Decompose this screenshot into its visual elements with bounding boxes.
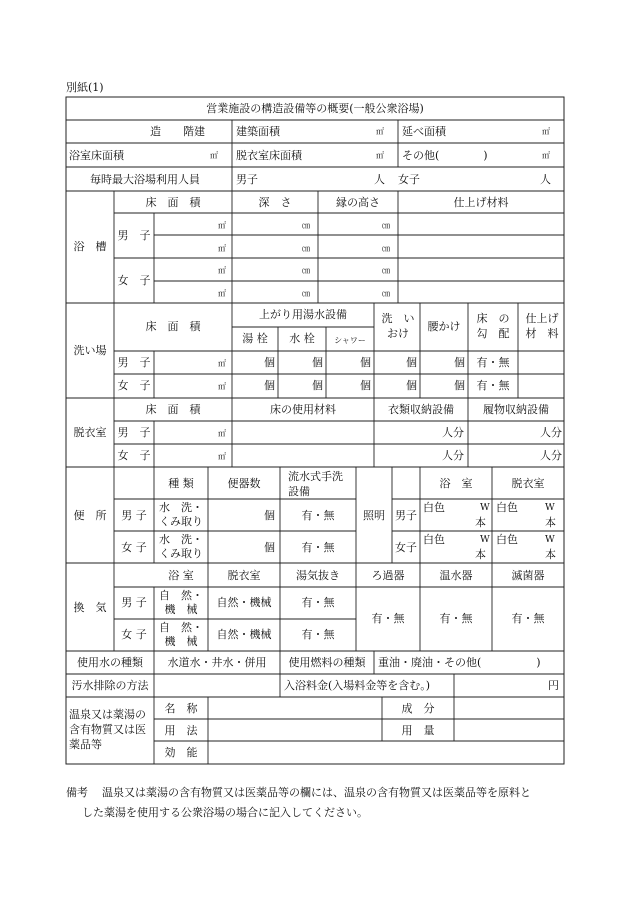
unit-piece: 個	[360, 379, 371, 392]
wash-finish-header: 仕上げ 材 料	[525, 312, 559, 340]
toilet-count-header: 便器数	[227, 477, 261, 490]
unit-cm: ㎝	[302, 289, 310, 298]
vent-male-label: 男 子	[121, 596, 147, 609]
unit-person: 人分	[442, 426, 464, 439]
dressing-male-label: 男 子	[117, 426, 151, 439]
clothes-storage-header: 衣類収納設備	[388, 403, 454, 416]
unit-person: 人	[374, 173, 385, 186]
wash-slope-yes-no: 有・無	[476, 379, 510, 392]
female-label: 女子	[398, 173, 420, 186]
toilet-bath-header: 浴 室	[439, 477, 473, 490]
unit-cm: ㎝	[302, 244, 310, 253]
unit-person: 人	[540, 173, 551, 186]
unit-m2: ㎡	[218, 266, 226, 275]
unit-cm: ㎝	[382, 266, 390, 275]
wash-floor-area-header: 床 面 積	[145, 320, 201, 333]
unit-tube: 本	[545, 548, 556, 561]
vent-dressing-nat-mech: 自然・機械	[216, 596, 272, 609]
unit-piece: 個	[264, 356, 275, 369]
unit-m2: ㎡	[542, 151, 550, 160]
sterilizer-header: 滅菌器	[511, 569, 545, 582]
attachment-label: 別紙(1)	[66, 81, 104, 94]
heater-yes-no: 有・無	[439, 612, 473, 625]
unit-person: 人分	[540, 449, 562, 462]
unit-m2: ㎡	[218, 452, 226, 461]
wash-stool-header: 腰かけ	[427, 320, 461, 333]
unit-cm: ㎝	[382, 289, 390, 298]
spring-usage-label: 用 法	[164, 724, 198, 737]
unit-m2: ㎡	[376, 127, 384, 136]
other-label: その他( )	[402, 149, 488, 162]
unit-piece: 個	[264, 509, 275, 522]
unit-w: W	[545, 502, 555, 513]
unit-m2: ㎡	[218, 359, 226, 368]
unit-piece: 個	[406, 379, 417, 392]
unit-tube: 本	[475, 548, 486, 561]
note-line-1: 温泉又は薬湯の含有物質又は医薬品等の欄には、温泉の含有物質又は医薬品等を原料と	[102, 786, 531, 799]
vent-label: 換 気	[73, 601, 107, 614]
unit-cm: ㎝	[302, 266, 310, 275]
vent-bath-nat-mech: 自 然・ 機 械	[159, 589, 203, 616]
tub-male-label: 男 子	[117, 229, 151, 242]
toilet-label: 便 所	[73, 509, 107, 522]
spring-name-label: 名 称	[164, 702, 198, 715]
note-line-2: した薬湯を使用する公衆浴場の場合に記入してください。	[82, 806, 368, 819]
spring-effect-label: 効 能	[164, 746, 198, 759]
dressing-floor-area-label: 脱衣室床面積	[236, 149, 302, 162]
filter-header: ろ過器	[371, 569, 405, 582]
bath-light-white: 白色	[423, 533, 445, 546]
vent-steam-yes-no: 有・無	[301, 628, 335, 641]
dressing-light-white: 白色	[496, 533, 518, 546]
vent-bath-header: 浴 室	[168, 569, 194, 582]
unit-tube: 本	[475, 516, 486, 529]
unit-m2: ㎡	[218, 289, 226, 298]
vent-female-label: 女 子	[121, 628, 147, 641]
building-area-label: 建築面積	[236, 125, 280, 138]
bath-floor-area-label: 浴室床面積	[69, 149, 124, 162]
toilet-handwash-yes-no: 有・無	[301, 509, 335, 522]
dressing-female-label: 女 子	[117, 449, 151, 462]
structure-label: 造 階建	[150, 125, 205, 138]
vent-dressing-nat-mech: 自然・機械	[216, 628, 272, 641]
unit-m2: ㎡	[376, 151, 384, 160]
unit-piece: 個	[406, 356, 417, 369]
wash-label: 洗い場	[73, 344, 107, 357]
toilet-flush-type: 水 洗・ くみ取り	[159, 533, 203, 560]
wash-shower-header: シャワー	[334, 336, 366, 345]
unit-piece: 個	[264, 379, 275, 392]
toilet-flush-type: 水 洗・ くみ取り	[159, 501, 203, 528]
spring-dose-label: 用 量	[401, 724, 435, 737]
water-type-label: 使用水の種類	[77, 656, 143, 669]
wash-female-label: 女 子	[117, 379, 151, 392]
unit-piece: 個	[454, 356, 465, 369]
heater-header: 温水器	[439, 569, 473, 582]
total-floor-area-label: 延べ面積	[402, 125, 446, 138]
unit-cm: ㎝	[382, 221, 390, 230]
wash-water-tap-header: 水 栓	[289, 332, 315, 345]
unit-m2: ㎡	[218, 221, 226, 230]
unit-cm: ㎝	[302, 221, 310, 230]
unit-person: 人分	[442, 449, 464, 462]
vent-bath-nat-mech: 自 然・ 機 械	[159, 621, 203, 648]
unit-w: W	[480, 534, 490, 545]
unit-m2: ㎡	[210, 151, 218, 160]
unit-piece: 個	[454, 379, 465, 392]
toilet-dressing-header: 脱衣室	[511, 477, 545, 490]
toilet-handwash-header: 流水式手洗 設備	[288, 470, 343, 498]
bath-light-white: 白色	[423, 501, 445, 514]
tub-female-label: 女 子	[117, 274, 151, 287]
unit-m2: ㎡	[542, 127, 550, 136]
water-type-value: 水道水・井水・併用	[167, 656, 267, 669]
dressing-floor-area-header: 床 面 積	[145, 403, 201, 416]
wash-basin-header: 洗 い おけ	[381, 312, 415, 340]
unit-m2: ㎡	[218, 429, 226, 438]
dressing-light-white: 白色	[496, 501, 518, 514]
fee-label: 入浴料金(入場料金等を含む。)	[284, 679, 431, 692]
unit-m2: ㎡	[218, 244, 226, 253]
wash-slope-header: 床 の 勾 配	[476, 312, 510, 340]
male-label: 男子	[236, 173, 258, 186]
spring-component-label: 成 分	[401, 702, 435, 715]
wash-rinse-header: 上がり用湯水設備	[259, 308, 347, 321]
fuel-type-label: 使用燃料の種類	[288, 656, 366, 669]
wash-slope-yes-no: 有・無	[476, 356, 510, 369]
toilet-lighting-label: 照明	[363, 509, 385, 522]
vent-steam-header: 湯気抜き	[296, 569, 340, 582]
wash-hot-tap-header: 湯 栓	[242, 332, 268, 345]
vent-dressing-header: 脱衣室	[227, 569, 261, 582]
lighting-male-label: 男子	[395, 509, 417, 522]
wash-male-label: 男 子	[117, 356, 151, 369]
toilet-male-label: 男 子	[121, 509, 147, 522]
unit-piece: 個	[360, 356, 371, 369]
toilet-type-header: 種 類	[168, 477, 194, 490]
tub-finish-header: 仕上げ材料	[453, 196, 509, 209]
tub-edge-height-header: 縁の高さ	[336, 196, 380, 209]
spring-label: 温泉又は薬湯の含有物質又は医薬品等	[69, 708, 146, 751]
lighting-female-label: 女子	[395, 541, 417, 554]
unit-piece: 個	[264, 541, 275, 554]
fuel-type-value: 重油・廃油・その他( )	[378, 656, 541, 669]
unit-tube: 本	[545, 516, 556, 529]
unit-w: W	[545, 534, 555, 545]
tub-floor-area-header: 床 面 積	[145, 196, 201, 209]
note-label: 備考	[66, 786, 88, 799]
dressing-floor-material-header: 床の使用材料	[270, 403, 336, 416]
shoe-storage-header: 履物収納設備	[483, 403, 549, 416]
tub-label: 浴 槽	[73, 240, 107, 253]
yen-unit: 円	[548, 679, 559, 692]
dressing-label: 脱衣室	[73, 426, 107, 439]
unit-person: 人分	[540, 426, 562, 439]
max-users-label: 毎時最大浴場利用人員	[90, 173, 200, 186]
vent-steam-yes-no: 有・無	[301, 596, 335, 609]
unit-m2: ㎡	[218, 382, 226, 391]
tub-depth-header: 深 さ	[258, 196, 292, 209]
sewage-label: 汚水排除の方法	[71, 679, 149, 692]
toilet-handwash-yes-no: 有・無	[301, 541, 335, 554]
unit-cm: ㎝	[382, 244, 390, 253]
form-title: 営業施設の構造設備等の概要(一般公衆浴場)	[206, 102, 424, 115]
unit-piece: 個	[312, 379, 323, 392]
sterilizer-yes-no: 有・無	[511, 612, 545, 625]
unit-w: W	[480, 502, 490, 513]
filter-yes-no: 有・無	[371, 612, 405, 625]
toilet-female-label: 女 子	[121, 541, 147, 554]
unit-piece: 個	[312, 356, 323, 369]
